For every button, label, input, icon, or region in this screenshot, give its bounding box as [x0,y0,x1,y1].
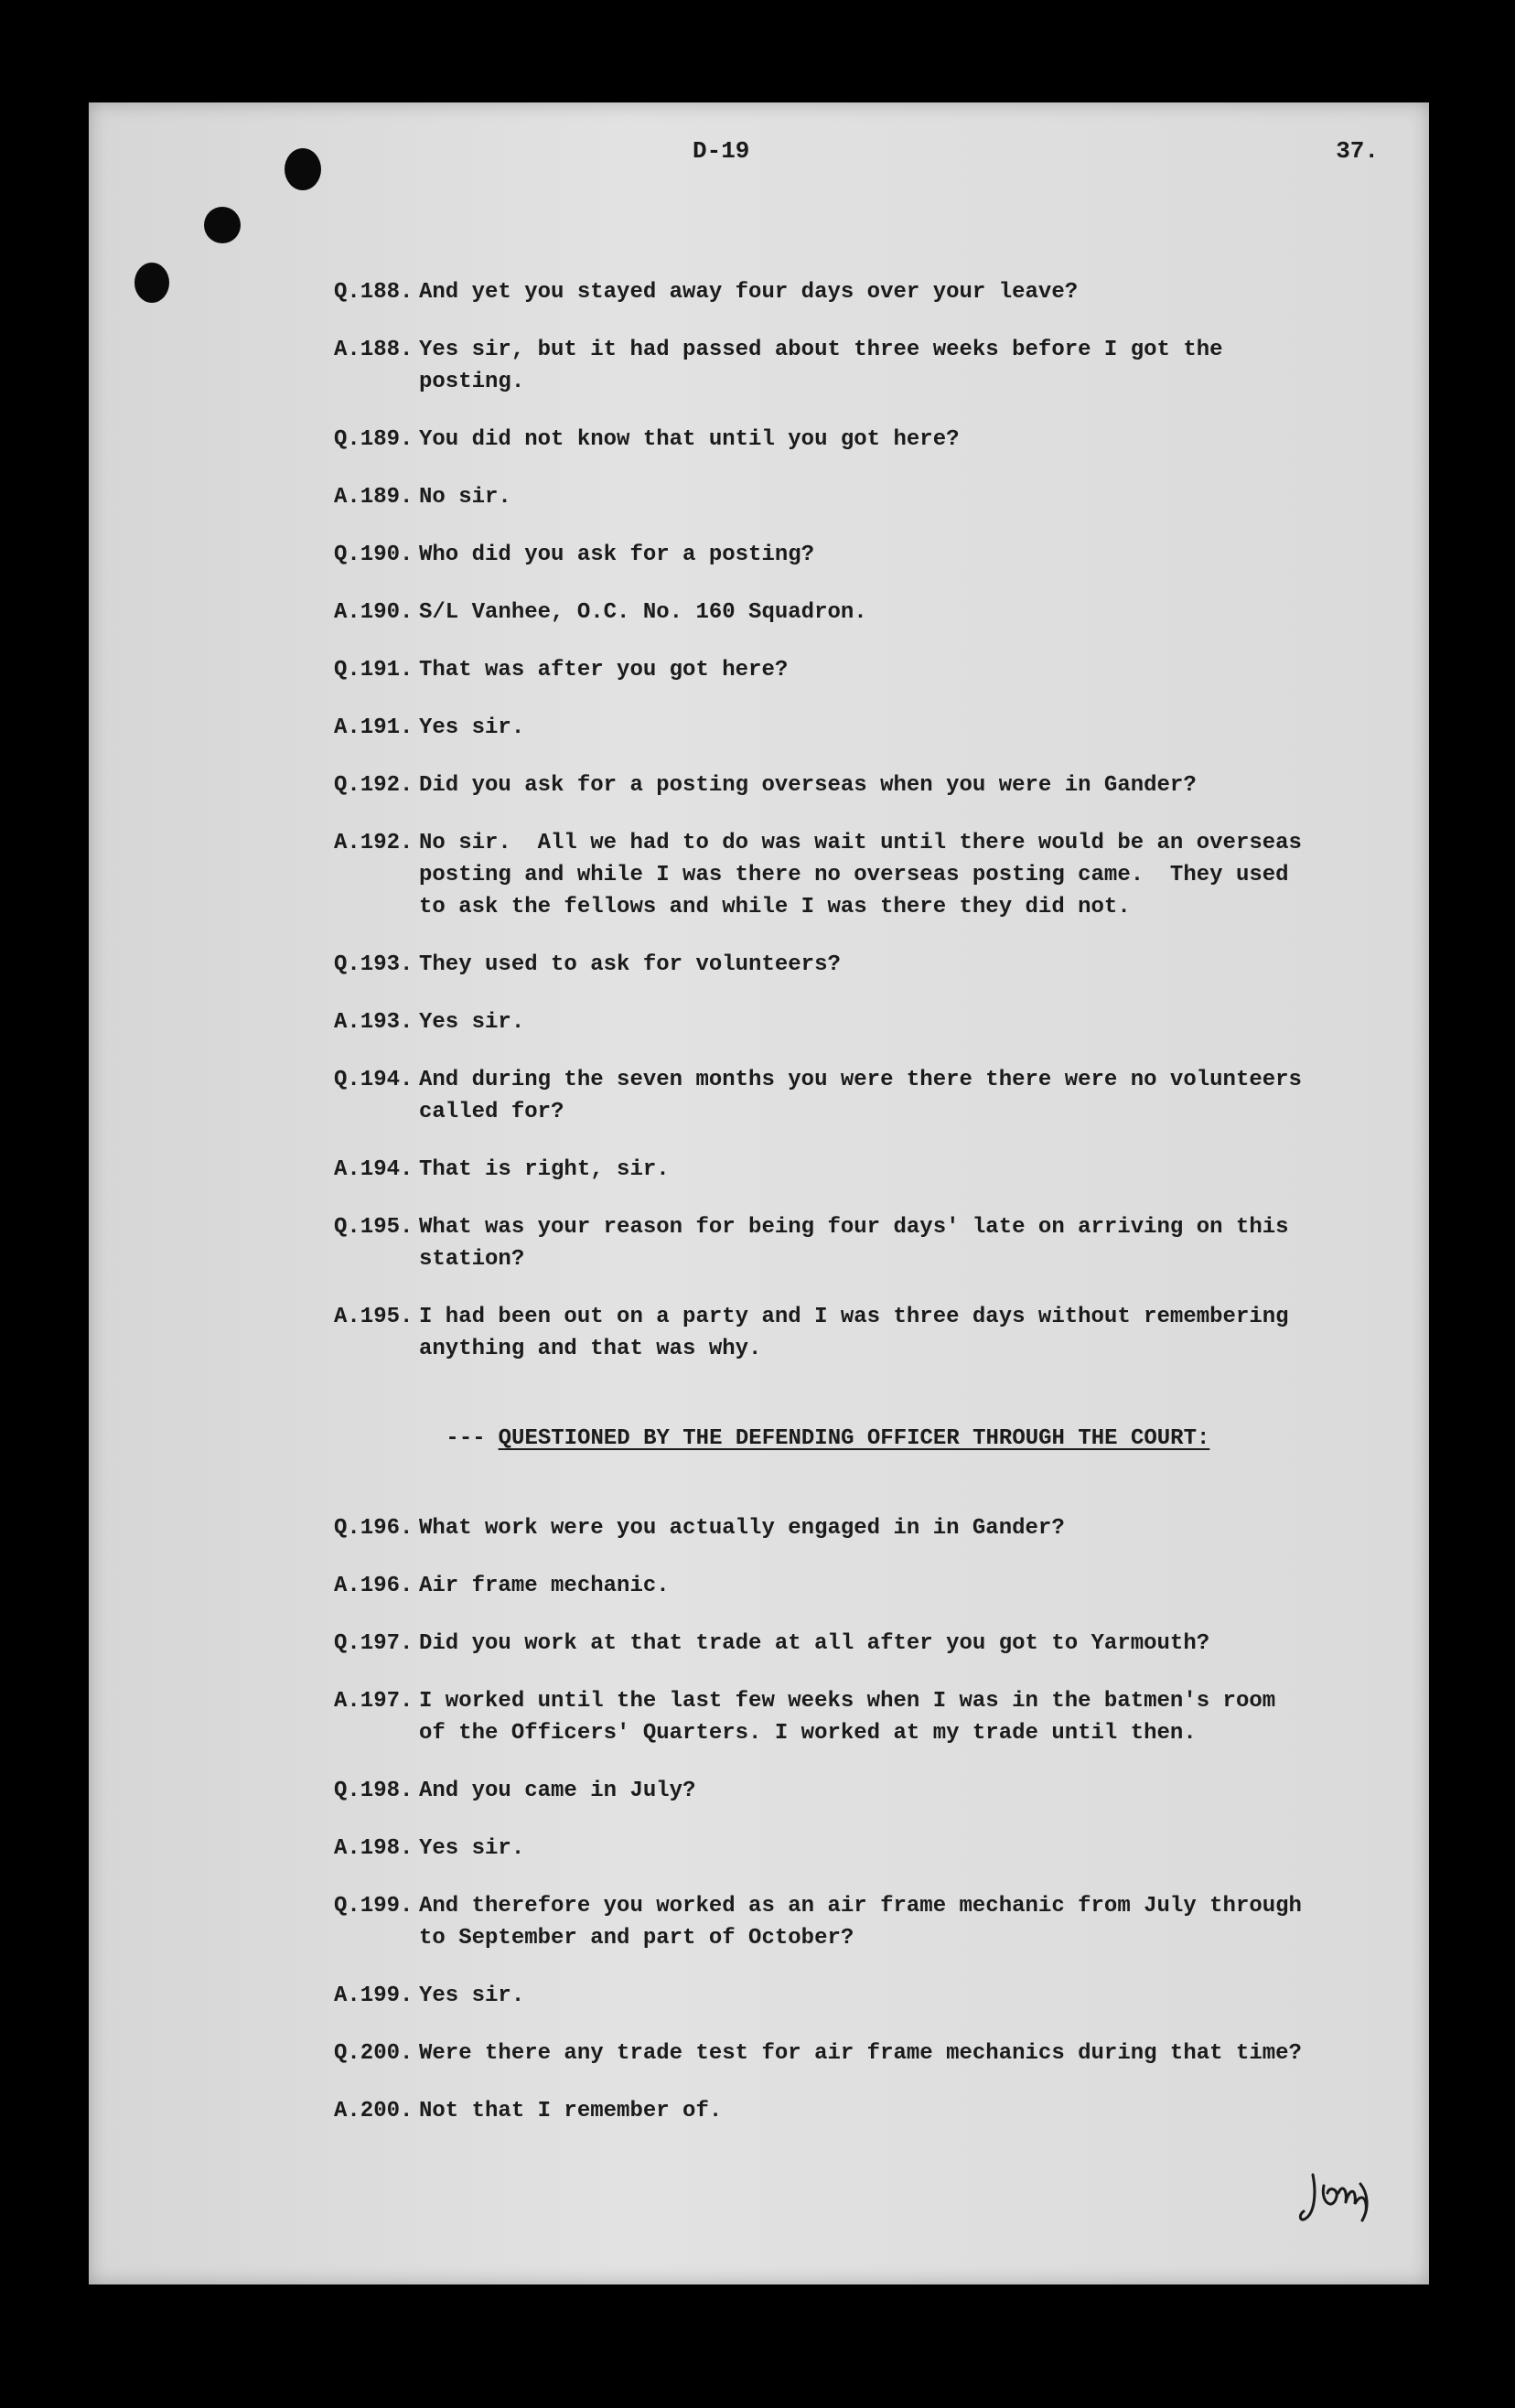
entry-label: Q.195. [334,1215,414,1240]
question-entry [334,539,1386,571]
punch-hole-middle [204,207,241,243]
entry-text: That is right, sir. [419,1157,670,1182]
entry-label: Q.196. [334,1516,414,1541]
answer-entry [334,1685,1386,1749]
question-entry [334,769,1386,801]
answer-entry [334,1833,1386,1865]
question-entry [334,654,1386,686]
entry-label: A.196. [334,1574,414,1598]
entry-label: A.188. [334,338,414,362]
transcript-entries-part1 [334,276,1386,1365]
answer-entry [334,1301,1386,1365]
entry-text: Yes sir, but it had passed about three weeks before I got the posting. [419,338,1223,394]
answer-entry [334,827,1386,923]
answer-entry [334,334,1386,398]
punch-hole-bottom [134,263,169,303]
question-entry [334,1211,1386,1275]
entry-label: Q.199. [334,1894,414,1919]
entry-text: That was after you got here? [419,658,789,683]
entry-label: A.190. [334,600,414,625]
entry-text: I had been out on a party and I was three days without remembering anything and that was why. [419,1305,1289,1361]
question-entry [334,276,1386,308]
entry-text: No sir. [419,485,511,510]
answer-entry [334,597,1386,629]
section-heading-dashes: --- [446,1426,486,1451]
question-entry [334,1064,1386,1128]
entry-text: Yes sir. [419,1983,525,2008]
entry-label: A.191. [334,715,414,740]
entry-text: Air frame mechanic. [419,1574,670,1598]
document-page [89,102,1429,2284]
entry-label: Q.190. [334,543,414,567]
section-heading-text: QUESTIONED BY THE DEFENDING OFFICER THROUGH THE COURT: [498,1426,1210,1451]
document-code: D-19 [693,137,750,165]
answer-entry [334,712,1386,744]
entry-label: A.193. [334,1010,414,1035]
entry-label: A.199. [334,1983,414,2008]
entry-text: You did not know that until you got here? [419,427,960,452]
question-entry [334,1512,1386,1544]
answer-entry [334,1570,1386,1602]
answer-entry [334,2095,1386,2127]
entry-label: Q.189. [334,427,414,452]
question-entry [334,1775,1386,1807]
question-entry [334,2037,1386,2069]
entry-label: Q.193. [334,952,414,977]
page-header [89,137,1429,174]
entry-text: Did you work at that trade at all after you got to Yarmouth? [419,1631,1210,1656]
entry-text: Not that I remember of. [419,2099,723,2123]
entry-label: Q.197. [334,1631,414,1656]
entry-text: I worked until the last few weeks when I was in the batmen's room of the Officers' Quarters. I worked at my trade until then. [419,1689,1276,1746]
entry-text: S/L Vanhee, O.C. No. 160 Squadron. [419,600,867,625]
entry-label: Q.200. [334,2041,414,2066]
answer-entry [334,1006,1386,1038]
entry-label: A.198. [334,1836,414,1861]
entry-text: And therefore you worked as an air frame mechanic from July through to September and part of October? [419,1894,1302,1951]
entry-text: And during the seven months you were there there were no volunteers called for? [419,1068,1302,1124]
entry-label: A.200. [334,2099,414,2123]
entry-text: Yes sir. [419,1836,525,1861]
entry-text: Yes sir. [419,1010,525,1035]
entry-text: And you came in July? [419,1779,696,1803]
entry-label: Q.192. [334,773,414,798]
question-entry [334,1890,1386,1954]
question-entry [334,1628,1386,1660]
handwritten-initials [1296,2166,1379,2230]
question-entry [334,424,1386,456]
entry-label: Q.194. [334,1068,414,1092]
entry-text: Were there any trade test for air frame mechanics during that time? [419,2041,1302,2066]
entry-label: A.194. [334,1157,414,1182]
entry-label: Q.188. [334,280,414,305]
entry-text: No sir. All we had to do was wait until there would be an overseas posting and while I was there no overseas posting came. They used to ask the fellows and while I was there they did not. [419,831,1302,919]
entry-label: A.192. [334,831,414,855]
entry-label: A.189. [334,485,414,510]
entry-label: A.195. [334,1305,414,1329]
entry-text: Did you ask for a posting overseas when you were in Gander? [419,773,1197,798]
transcript-body [334,276,1386,2153]
entry-text: Who did you ask for a posting? [419,543,815,567]
section-heading [367,1391,1386,1487]
entry-text: And yet you stayed away four days over your leave? [419,280,1079,305]
entry-text: They used to ask for volunteers? [419,952,841,977]
answer-entry [334,1154,1386,1186]
entry-label: Q.198. [334,1779,414,1803]
transcript-entries-part2 [334,1512,1386,2127]
page-number: 37. [1336,137,1379,165]
question-entry [334,949,1386,981]
entry-text: Yes sir. [419,715,525,740]
entry-text: What was your reason for being four days' late on arriving on this station? [419,1215,1289,1272]
answer-entry [334,1980,1386,2012]
entry-text: What work were you actually engaged in in Gander? [419,1516,1065,1541]
entry-label: A.197. [334,1689,414,1714]
entry-label: Q.191. [334,658,414,683]
answer-entry [334,481,1386,513]
